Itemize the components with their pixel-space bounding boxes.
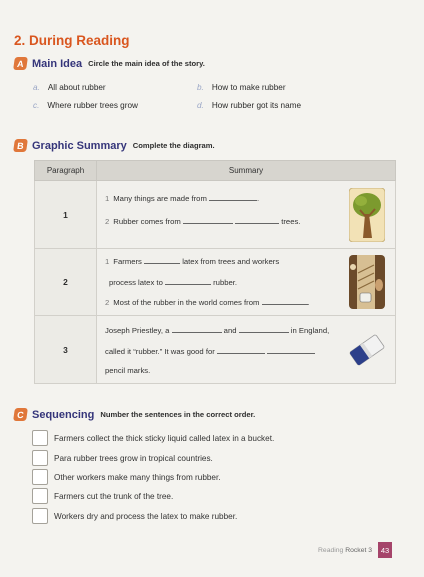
sequencing-instruction: Number the sentences in the correct order. (100, 410, 256, 419)
option-a[interactable] (33, 83, 106, 92)
order-number-box[interactable] (32, 469, 48, 485)
summary-line: 2 Most of the rubber in the world comes from . (105, 298, 310, 307)
option-c-letter: c. (33, 101, 40, 110)
summary-cell (97, 316, 396, 384)
sequence-text: Workers dry and process the latex to make rubber. (54, 511, 238, 521)
footer-series (318, 547, 372, 554)
section-a-badge: A (13, 57, 28, 70)
sequencing-section-header (14, 408, 255, 421)
sequence-item (32, 469, 221, 485)
main-idea-title: Main Idea (32, 57, 83, 70)
summary-line: 1 Farmers latex from trees and workers (105, 257, 280, 266)
footer-level: Rocket 3 (345, 547, 373, 554)
sequence-item (32, 488, 173, 504)
order-number-box[interactable] (32, 450, 48, 466)
main-idea-instruction: Circle the main idea of the story. (88, 59, 205, 68)
sequence-text: Farmers cut the trunk of the tree. (54, 491, 174, 501)
paragraph-number: 3 (35, 316, 97, 384)
answer-blank[interactable] (217, 346, 265, 354)
option-b[interactable] (197, 83, 286, 92)
order-number-box[interactable] (32, 488, 48, 504)
summary-line: pencil marks. (105, 366, 151, 375)
summary-line: Joseph Priestley, a and in England, (105, 326, 330, 335)
sequence-item (32, 450, 213, 466)
answer-blank[interactable] (209, 193, 257, 201)
option-c[interactable] (33, 101, 138, 110)
sequence-text: Farmers collect the thick sticky liquid called latex in a bucket. (54, 433, 275, 443)
option-d-text: How rubber got its name (211, 101, 302, 110)
section-b-badge: B (13, 139, 28, 152)
main-idea-section-header (14, 57, 205, 70)
order-number-box[interactable] (32, 508, 48, 524)
summary-line: called it “rubber.” It was good for (105, 346, 315, 356)
answer-blank[interactable] (172, 325, 222, 333)
answer-blank[interactable] (183, 216, 233, 224)
eraser-image (347, 330, 387, 370)
paragraph-number: 1 (35, 181, 97, 249)
answer-blank[interactable] (262, 297, 308, 305)
sequencing-title: Sequencing (32, 408, 95, 421)
sequence-text: Para rubber trees grow in tropical countries. (54, 453, 213, 463)
answer-blank[interactable] (144, 256, 180, 264)
graphic-summary-instruction: Complete the diagram. (132, 141, 215, 150)
option-b-text: How to make rubber (211, 83, 286, 92)
summary-line: 1 Many things are made from . (105, 194, 260, 203)
table-row (35, 249, 396, 316)
summary-line: process latex to rubber. (109, 278, 238, 287)
sequence-item (32, 508, 237, 524)
summary-table-header (35, 161, 396, 181)
summary-cell (97, 249, 396, 316)
section-c-badge: C (13, 408, 28, 421)
summary-line: 2 Rubber comes from trees. (105, 217, 301, 226)
answer-blank[interactable] (165, 277, 211, 285)
page-heading: 2. During Reading (14, 33, 130, 48)
answer-blank[interactable] (235, 216, 279, 224)
answer-blank[interactable] (239, 325, 289, 333)
tree-image (349, 188, 385, 242)
option-d[interactable] (197, 101, 301, 110)
option-d-letter: d. (197, 101, 204, 110)
option-a-text: All about rubber (47, 83, 106, 92)
graphic-summary-title: Graphic Summary (32, 139, 127, 152)
sequence-text: Other workers make many things from rubber. (54, 472, 221, 482)
option-c-text: Where rubber trees grow (47, 101, 138, 110)
table-row (35, 316, 396, 384)
graphic-summary-section-header (14, 139, 215, 152)
paragraph-number: 2 (35, 249, 97, 316)
summary-cell (97, 181, 396, 249)
footer-series-name: Reading (318, 547, 344, 554)
answer-blank[interactable] (267, 346, 315, 354)
sequence-item (32, 430, 274, 446)
summary-table (34, 160, 396, 384)
header-paragraph: Paragraph (35, 161, 97, 181)
header-summary: Summary (97, 161, 396, 181)
option-b-letter: b. (197, 83, 204, 92)
option-a-letter: a. (33, 83, 40, 92)
page-number-tab: 43 (378, 542, 392, 558)
order-number-box[interactable] (32, 430, 48, 446)
table-row (35, 181, 396, 249)
tapping-rubber-image (349, 255, 385, 309)
